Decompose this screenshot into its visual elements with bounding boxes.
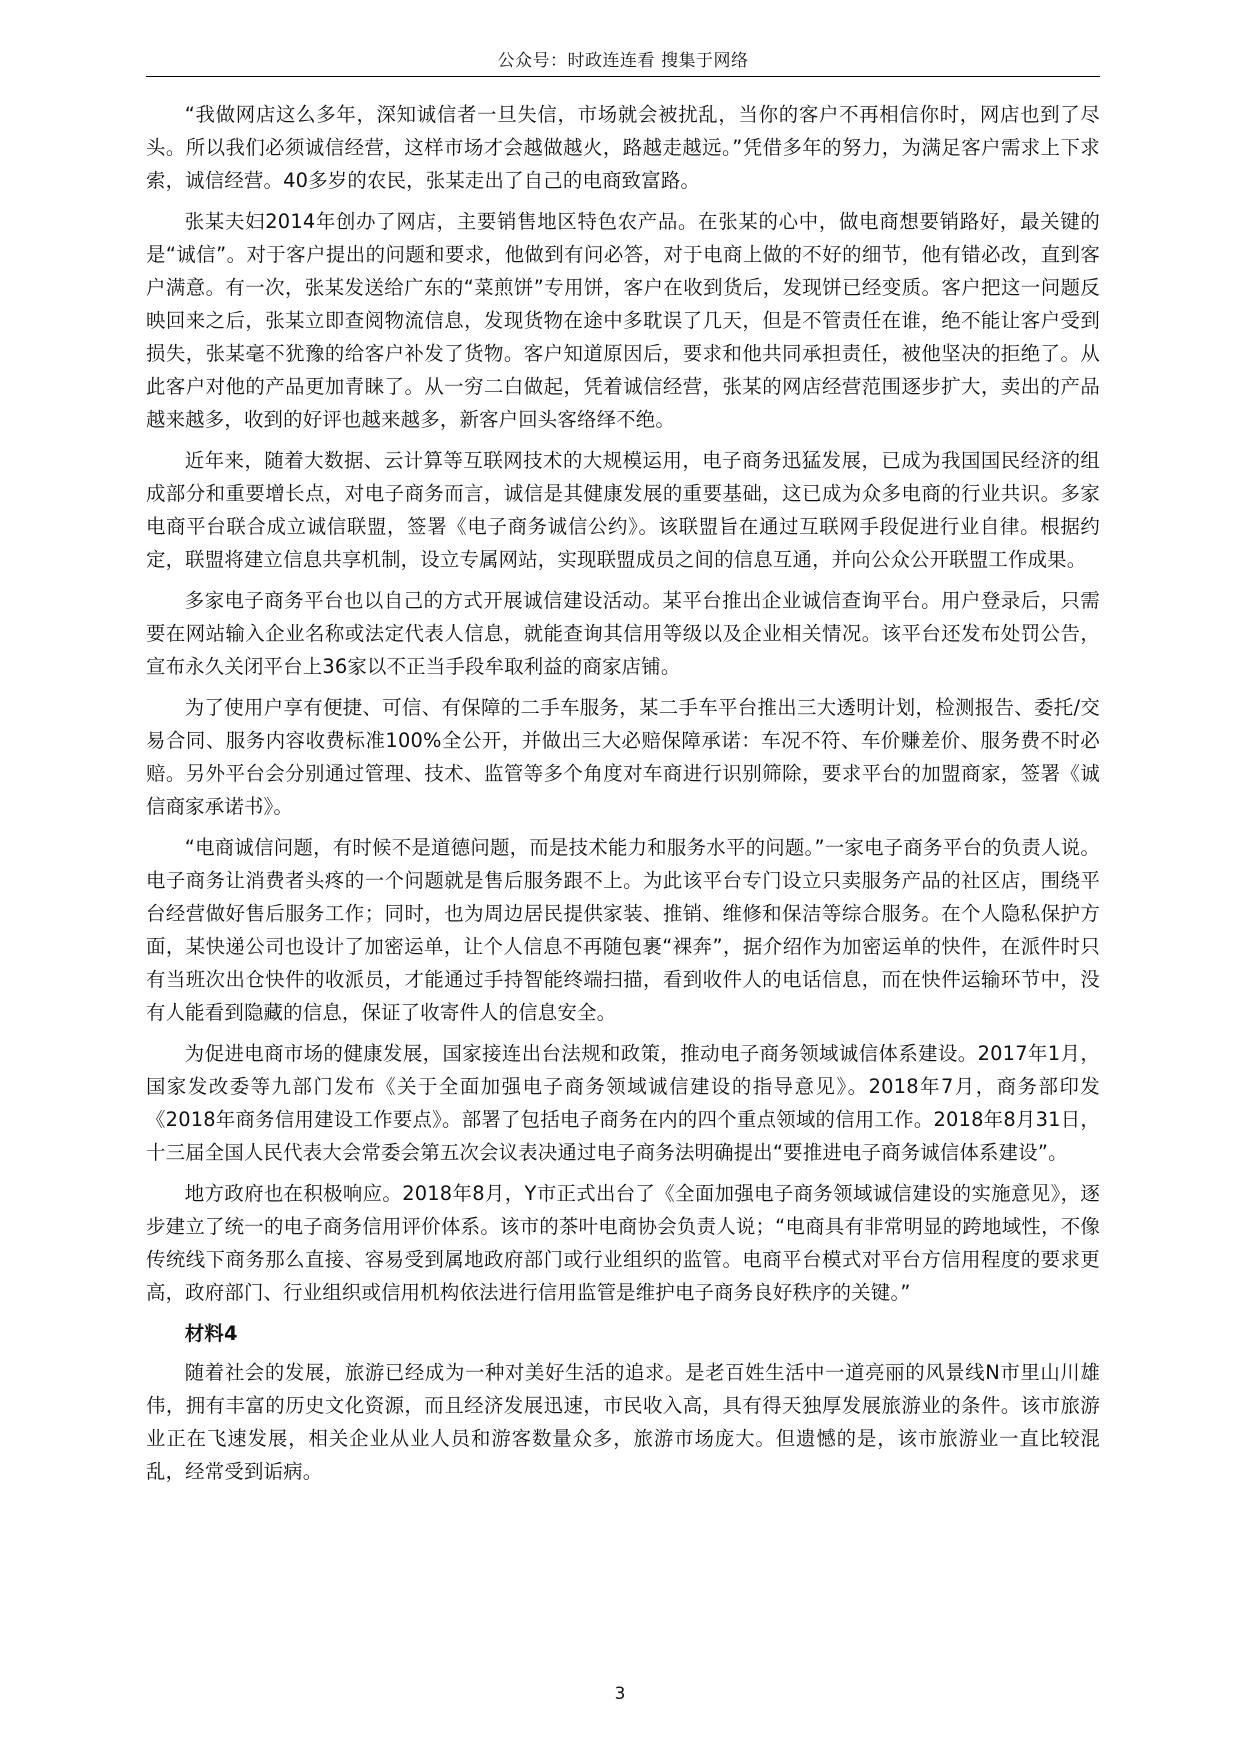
body-paragraph: 为了使用户享有便捷、可信、有保障的二手车服务，某二手车平台推出三大透明计划，检测报告、委托/交易合同、服务内容收费标准100%全公开，并做出三大必赔保障承诺：车况不符、车价赚差价、服务费不时必赔。另外平台会分别通过管理、技术、监管等多个角度对车商进行识别筛除，要求平台的加盟商家，签署《诚信商家承诺书》。 <box>146 696 1100 818</box>
section-heading: 材料4 <box>184 1322 238 1345</box>
body-paragraph: 地方政府也在积极响应。2018年8月，Y市正式出台了《全面加强电子商务领域诚信建设的实施意见》，逐步建立了统一的电子商务信用评价体系。该市的茶叶电商协会负责人说；“电商具有非常明显的跨地域性，不像传统线下商务那么直接、容易受到属地政府部门或行业组织的监管。电商平台模式对平台方信用程度的要求更高，政府部门、行业组织或信用机构依法进行信用监管是维护电子商务良好秩序的关键。” <box>146 1182 1100 1304</box>
body-paragraph: 张某夫妇2014年创办了网店，主要销售地区特色农产品。在张某的心中，做电商想要销路好，最关键的是“诚信”。对于客户提出的问题和要求，他做到有问必答，对于电商上做的不好的细节，他有错必改，直到客户满意。有一次，张某发送给广东的“菜煎饼”专用饼，客户在收到货后，发现饼已经变质。客户把这一问题反映回来之后，张某立即查阅物流信息，发现货物在途中多耽误了几天，但是不管责任在谁，绝不能让客户受到损失，张某毫不犹豫的给客户补发了货物。客户知道原因后，要求和他共同承担责任，被他坚决的拒绝了。从此客户对他的产品更加青睐了。从一穷二白做起，凭着诚信经营，张某的网店经营范围逐步扩大，卖出的产品越来越多，收到的好评也越来越多，新客户回头客络绎不绝。 <box>146 210 1100 431</box>
body-paragraph: 多家电子商务平台也以自己的方式开展诚信建设活动。某平台推出企业诚信查询平台。用户登录后，只需要在网站输入企业名称或法定代表人信息，就能查询其信用等级以及企业相关情况。该平台还发布处罚公告，宣布永久关闭平台上36家以不正当手段牟取利益的商家店铺。 <box>146 589 1100 678</box>
body-paragraph: 随着社会的发展，旅游已经成为一种对美好生活的追求。是老百姓生活中一道亮丽的风景线N市里山川雄伟，拥有丰富的历史文化资源，而且经济发展迅速，市民收入高，具有得天独厚发展旅游业的条件。该市旅游业正在飞速发展，相关企业从业人员和游客数量众多，旅游市场庞大。但遗憾的是，该市旅游业一直比较混乱，经常受到诟病。 <box>146 1361 1100 1483</box>
body-paragraph: “电商诚信问题，有时候不是道德问题，而是技术能力和服务水平的问题。”一家电子商务平台的负责人说。电子商务让消费者头疼的一个问题就是售后服务跟不上。为此该平台专门设立只卖服务产品的社区店，围绕平台经营做好售后服务工作；同时，也为周边居民提供家装、推销、维修和保洁等综合服务。在个人隐私保护方面，某快递公司也设计了加密运单，让个人信息不再随包裹“裸奔”，据介绍作为加密运单的快件，在派件时只有当班次出仓快件的收派员，才能通过手持智能终端扫描，看到收件人的电话信息，而在快件运输环节中，没有人能看到隐藏的信息，保证了收寄件人的信息安全。 <box>146 836 1100 1024</box>
page-number: 3 <box>614 1684 626 1704</box>
body-paragraph: 为促进电商市场的健康发展，国家接连出台法规和政策，推动电子商务领域诚信体系建设。2017年1月，国家发改委等九部门发布《关于全面加强电子商务领域诚信建设的指导意见》。2018年7月，商务部印发《2018年商务信用建设工作要点》。部署了包括电子商务在内的四个重点领域的信用工作。2018年8月31日，十三届全国人民代表大会常委会第五次会议表决通过电子商务法明确提出“要推进电子商务诚信体系建设”。 <box>146 1042 1100 1164</box>
document-body <box>146 98 1100 1496</box>
body-paragraph: 近年来，随着大数据、云计算等互联网技术的大规模运用，电子商务迅猛发展，已成为我国国民经济的组成部分和重要增长点，对电子商务而言，诚信是其健康发展的重要基础，这已成为众多电商的行业共识。多家电商平台联合成立诚信联盟，签署《电子商务诚信公约》。该联盟旨在通过互联网手段促进行业自律。根据约定，联盟将建立信息共享机制，设立专属网站，实现联盟成员之间的信息互通，并向公众公开联盟工作成果。 <box>146 449 1100 571</box>
header-divider <box>146 76 1100 77</box>
page-header: 公众号：时政连连看 搜集于网络 <box>497 51 749 71</box>
body-paragraph: “我做网店这么多年，深知诚信者一旦失信，市场就会被扰乱，当你的客户不再相信你时，网店也到了尽头。所以我们必须诚信经营，这样市场才会越做越火，路越走越远。”凭借多年的努力，为满足客户需求上下求索，诚信经营。40多岁的农民，张某走出了自己的电商致富路。 <box>146 103 1100 192</box>
